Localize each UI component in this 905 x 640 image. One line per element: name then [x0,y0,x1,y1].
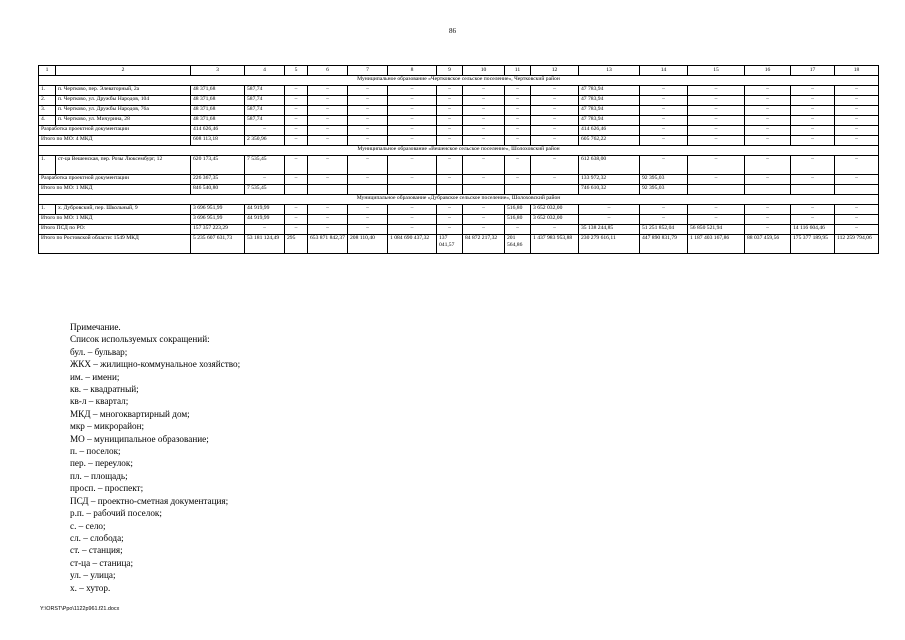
table-cell: п. Чертково, ул. Мичурина, 28 [56,116,191,126]
table-cell: – [640,96,688,106]
table-cell: – [688,136,745,146]
table-cell: 133 972,32 [579,175,640,185]
table-cell: 47 783,94 [579,96,640,106]
table-cell: – [505,175,531,185]
column-number: 3 [191,66,245,76]
table-cell: – [463,215,505,225]
table-cell: 3 696 951,99 [191,205,245,215]
abbreviation-item: п. – поселок; [70,446,121,457]
column-number: 10 [463,66,505,76]
abbreviation-item: ст. – станция; [70,545,123,556]
column-number: 16 [745,66,791,76]
table-cell: 14 116 604,46 [791,225,835,235]
table-cell: – [835,205,879,215]
summary-row [39,215,879,225]
table-cell: п. Чертково, пер. Элеваторный, 2а [56,86,191,96]
table-cell: 653 871 842,37 [308,235,348,254]
table-cell: – [437,86,463,96]
table-cell: 92 395,03 [640,185,688,195]
summary-label: Итого по Ростовской области: 1549 МКД [39,235,191,254]
table-cell: 175 377 189,95 [791,235,835,254]
table-cell: – [791,106,835,116]
table-row [39,205,879,215]
summary-label: Итого ПСД по РО: [39,225,191,235]
table-row [39,86,879,96]
table-cell: – [308,175,348,185]
table-cell: – [791,96,835,106]
table-cell: 1 187 403 167,86 [688,235,745,254]
table-cell [835,185,879,195]
column-number: 7 [348,66,388,76]
table-cell: – [791,205,835,215]
table-cell: – [531,136,579,146]
table-cell [791,185,835,195]
abbreviation-item: кв-л – квартал; [70,396,129,407]
table-cell: – [640,156,688,175]
column-number: 13 [579,66,640,76]
table-cell: 1 084 690 437,32 [388,235,437,254]
table-cell: – [348,106,388,116]
table-cell: – [791,116,835,126]
table-cell: – [835,116,879,126]
table-cell: – [285,116,308,126]
summary-label: Разработка проектной документации [39,126,191,136]
table-cell: – [388,106,437,116]
table-cell: – [505,225,531,235]
table-cell: – [579,205,640,215]
table-cell: – [388,96,437,106]
table-cell [505,185,531,195]
abbreviation-item: х. – хутор. [70,582,111,593]
table-cell: 414 626,46 [579,126,640,136]
summary-row [39,175,879,185]
table-cell: – [745,156,791,175]
table-cell: 3. [39,106,56,116]
table-cell: – [505,116,531,126]
table-cell: – [531,86,579,96]
summary-row [39,126,879,136]
table-cell: – [531,106,579,116]
table-cell: – [348,136,388,146]
abbreviation-item: ЖКХ – жилищно-коммунальное хозяйство; [70,359,241,370]
table-cell: – [348,86,388,96]
column-number: 11 [505,66,531,76]
table-cell: – [285,96,308,106]
abbreviation-item: р.п. – рабочий поселок; [70,508,162,519]
table-cell: – [531,175,579,185]
table-cell: – [463,86,505,96]
table-cell: 1. [39,86,56,96]
summary-label: Итого по МО: 1 МКД [39,215,191,225]
table-cell: 226 367,35 [191,175,245,185]
table-cell: – [308,126,348,136]
summary-row [39,225,879,235]
abbreviation-item: им. – имени; [70,371,120,382]
table-cell: – [745,116,791,126]
section-title: Муниципальное образование «Дубравское сельское поселение», Шолоховский район [39,195,879,205]
table-cell: 112 259 794,06 [835,235,879,254]
table-cell: 587,74 [245,96,285,106]
table-cell: п. Чертково, ул. Дружбы Народов, 104 [56,96,191,106]
table-cell: – [745,175,791,185]
table-cell: 44 919,99 [245,215,285,225]
table-cell: – [437,136,463,146]
table-cell [745,185,791,195]
table-cell: – [285,126,308,136]
table-cell: – [505,136,531,146]
section-title: Муниципальное образование «Вешенское сельское поселение», Шолоховский район [39,146,879,156]
table-cell: – [437,215,463,225]
table-cell: п. Чертково, ул. Дружбы Народов, 76а [56,106,191,116]
table-cell: – [640,205,688,215]
abbreviation-item: просп. – проспект; [70,483,144,494]
column-number: 18 [835,66,879,76]
table-cell: – [388,225,437,235]
table-cell: 3 652 032,00 [531,205,579,215]
table-cell: – [348,116,388,126]
table-cell: 47 783,94 [579,116,640,126]
table-cell: – [437,116,463,126]
column-number: 6 [308,66,348,76]
table-cell: – [463,96,505,106]
table-cell: – [463,116,505,126]
file-path-footer: Y:\ORST\Ppo\1122p961.f21.docx [40,606,120,612]
column-number: 15 [688,66,745,76]
table-cell: 2 350,96 [245,136,285,146]
abbreviations-list [70,346,240,594]
column-number: 14 [640,66,688,76]
table-cell: ст-ца Вешенская, пер. Розы Люксембург, 12 [56,156,191,175]
table-cell: – [505,156,531,175]
table-cell: 3 696 951,99 [191,215,245,225]
table-cell: – [505,106,531,116]
table-cell: – [745,205,791,215]
table-cell: – [308,106,348,116]
table-cell: – [791,175,835,185]
table-cell: – [791,215,835,225]
table-cell [688,185,745,195]
table-cell: – [745,225,791,235]
table-cell: 51 251 852,04 [640,225,688,235]
table-cell: – [348,225,388,235]
abbreviation-item: МКД – многоквартирный дом; [70,408,190,419]
table-cell: – [308,96,348,106]
table-cell: – [531,116,579,126]
table-cell: – [348,96,388,106]
table-cell: – [437,96,463,106]
table-cell: – [308,116,348,126]
table-cell: 1 437 983 953,88 [531,235,579,254]
section-title: Муниципальное образование «Чертковское сельское поселение», Чертковский район [39,76,879,86]
table-cell: – [505,126,531,136]
table-cell: – [348,175,388,185]
table-cell: – [245,175,285,185]
table-cell: 620 173,45 [191,156,245,175]
table-cell: – [437,175,463,185]
table-cell: 230 279 616,11 [579,235,640,254]
table-cell: – [688,205,745,215]
table-cell: – [791,136,835,146]
section-title-row [39,195,879,205]
table-cell: – [688,96,745,106]
table-row [39,156,879,175]
table-cell: – [308,136,348,146]
table-cell: – [348,156,388,175]
table-cell: – [745,96,791,106]
table-cell: – [463,136,505,146]
table-cell: 56 850 521,94 [688,225,745,235]
table-cell: 7 535,45 [245,156,285,175]
table-cell: – [285,156,308,175]
table-cell: – [285,86,308,96]
table-cell: – [688,126,745,136]
table-cell: 587,74 [245,116,285,126]
column-number: 2 [56,66,191,76]
table-row [39,96,879,106]
table-cell: 35 138 244,85 [579,225,640,235]
table-cell: х. Дубровский, пер. Школьный, 9 [56,205,191,215]
table-cell: – [437,126,463,136]
table-cell: 208 110,40 [348,235,388,254]
table-cell: – [835,225,879,235]
table-cell: – [348,205,388,215]
table-cell: – [285,106,308,116]
table-cell: – [388,136,437,146]
table-cell: – [437,156,463,175]
table-cell: 587,74 [245,86,285,96]
table-cell [308,185,348,195]
table-cell: 295 [285,235,308,254]
notes-block [70,321,240,594]
table-cell: – [835,106,879,116]
table-cell: 1. [39,156,56,175]
data-table [38,65,879,254]
table-cell: – [745,136,791,146]
column-number: 12 [531,66,579,76]
table-cell: – [308,215,348,225]
table-cell: 5 235 607 631,73 [191,235,245,254]
table-cell: 48 371,68 [191,106,245,116]
table-cell: – [308,225,348,235]
table-cell: – [348,126,388,136]
table-cell: 414 626,46 [191,126,245,136]
table-cell: – [835,175,879,185]
table-cell: 88 037 459,56 [745,235,791,254]
table-cell: – [688,175,745,185]
column-number: 1 [39,66,56,76]
table-cell: – [835,86,879,96]
table-cell: – [835,156,879,175]
column-number: 4 [245,66,285,76]
table-cell: – [388,156,437,175]
table-cell: – [688,106,745,116]
table-cell: – [388,205,437,215]
table-cell: 2. [39,96,56,106]
table-cell: – [531,225,579,235]
table-cell: – [835,96,879,106]
table-cell: – [640,106,688,116]
table-cell: – [245,225,285,235]
table-cell: – [285,136,308,146]
table-cell: 48 371,68 [191,96,245,106]
table-cell: 447 890 831,79 [640,235,688,254]
table-cell: 53 181 124,49 [245,235,285,254]
column-number: 17 [791,66,835,76]
table-cell: – [308,156,348,175]
table-cell: 157 357 223,29 [191,225,245,235]
table-cell: – [388,86,437,96]
table-cell: – [308,86,348,96]
table-cell [463,185,505,195]
table-cell: – [463,175,505,185]
table-cell: 516,80 [505,205,531,215]
column-number: 9 [437,66,463,76]
table-cell: – [463,156,505,175]
abbreviation-item: с. – село; [70,520,106,531]
table-cell [348,185,388,195]
table-cell: 47 783,94 [579,86,640,96]
table-cell: – [579,215,640,225]
table-cell: 47 783,94 [579,106,640,116]
table-cell: 48 371,68 [191,86,245,96]
table-cell [388,185,437,195]
table-cell: – [640,116,688,126]
table-cell: – [463,205,505,215]
table-cell: – [388,126,437,136]
table-cell: – [308,205,348,215]
abbreviation-item: пл. – площадь; [70,470,128,481]
section-title-row [39,76,879,86]
table-cell: 3 652 032,00 [531,215,579,225]
table-cell: – [285,205,308,215]
table-cell: – [745,126,791,136]
table-cell: 516,80 [505,215,531,225]
table-cell: 587,74 [245,106,285,116]
page-number: 86 [449,27,456,35]
table-cell: 4. [39,116,56,126]
table-cell: – [835,126,879,136]
section-title-row [39,146,879,156]
table-cell [437,185,463,195]
table-cell: 44 919,99 [245,205,285,215]
table-cell: – [285,215,308,225]
table-row [39,106,879,116]
table-cell [531,185,579,195]
abbreviation-item: ПСД – проектно-сметная документация; [70,495,229,506]
header-row [39,66,879,76]
abbreviation-item: кв. – квадратный; [70,384,139,395]
table-cell: – [688,215,745,225]
table-cell: – [388,215,437,225]
table-cell: – [388,175,437,185]
table-cell: 846 540,80 [191,185,245,195]
notes-intro: Список используемых сокращений: [70,334,210,345]
table-cell: – [463,106,505,116]
table-cell: – [463,225,505,235]
abbreviation-item: ул. – улица; [70,570,116,581]
table-cell: – [640,136,688,146]
table-cell: – [437,225,463,235]
summary-label: Итого по МО: 4 МКД [39,136,191,146]
table-cell: – [505,86,531,96]
table-cell: – [791,126,835,136]
abbreviation-item: МО – муниципальное образование; [70,433,209,444]
summary-row [39,185,879,195]
table-cell: – [505,96,531,106]
table-cell: 84 872 217,32 [463,235,505,254]
table-row [39,116,879,126]
table-cell: 1. [39,205,56,215]
table-cell: – [531,96,579,106]
table-cell: – [745,215,791,225]
table-cell: – [437,106,463,116]
abbreviation-item: мкр – микрорайон; [70,421,145,432]
table-cell [285,185,308,195]
table-cell: 608 113,18 [191,136,245,146]
column-number: 5 [285,66,308,76]
table-cell: – [640,215,688,225]
table-body [39,66,879,254]
abbreviation-item: бул. – бульвар; [70,346,128,357]
table-cell: 612 638,00 [579,156,640,175]
table-cell: – [688,116,745,126]
summary-row [39,136,879,146]
summary-label: Итого по МО: 1 МКД [39,185,191,195]
table-cell: – [791,86,835,96]
table-cell: – [835,215,879,225]
abbreviation-item: ст-ца – станица; [70,557,133,568]
table-cell: – [388,116,437,126]
table-cell: 605 762,22 [579,136,640,146]
table-cell: – [245,126,285,136]
table-cell: 7 535,45 [245,185,285,195]
table-cell: 92 395,03 [640,175,688,185]
table-cell: – [688,156,745,175]
summary-label: Разработка проектной документации [39,175,191,185]
summary-row [39,235,879,254]
table-cell: – [348,215,388,225]
table-cell: 746 610,32 [579,185,640,195]
table-cell: – [640,86,688,96]
table-cell: – [745,86,791,96]
table-cell: – [791,156,835,175]
table-cell: 137 041,57 [437,235,463,254]
table-cell: – [285,225,308,235]
table-cell: 48 371,68 [191,116,245,126]
table-cell: – [640,126,688,136]
table-cell: – [688,86,745,96]
table-cell: – [531,156,579,175]
table-cell: – [285,175,308,185]
table-cell: – [437,205,463,215]
abbreviation-item: пер. – переулок; [70,458,133,469]
table-cell: 201 564,86 [505,235,531,254]
abbreviation-item: сл. – слобода; [70,532,124,543]
notes-heading: Примечание. [70,322,121,332]
table-cell: – [531,126,579,136]
table-cell: – [745,106,791,116]
column-number: 8 [388,66,437,76]
table-cell: – [835,136,879,146]
table-cell: – [463,126,505,136]
